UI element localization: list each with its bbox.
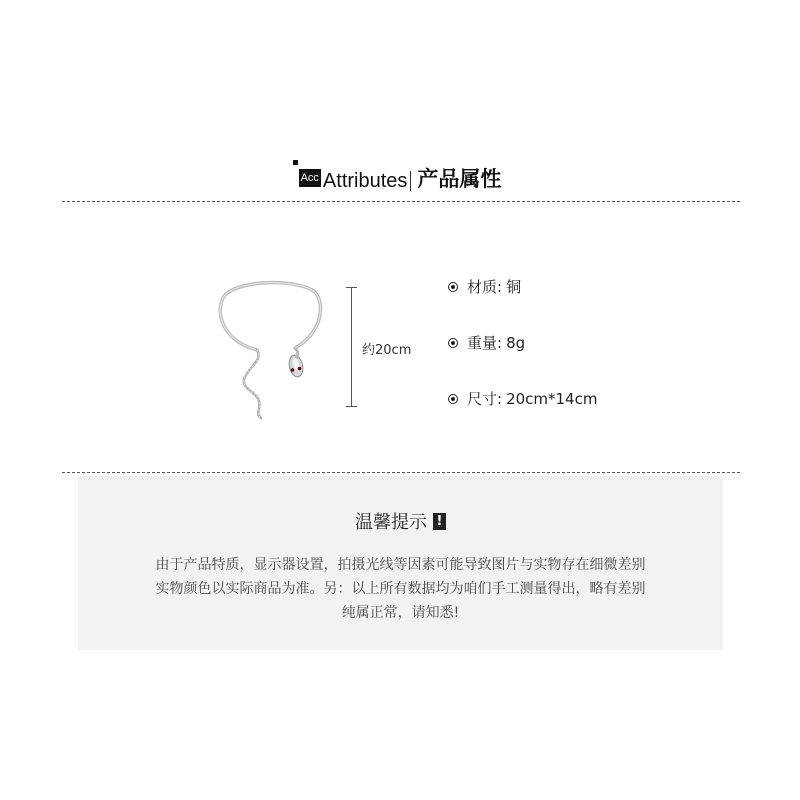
snake-necklace-illustration	[205, 278, 335, 423]
title-dot	[293, 160, 298, 165]
top-dashed-divider	[62, 201, 740, 202]
bullet-icon	[448, 394, 458, 404]
acc-badge: Acc	[299, 169, 321, 187]
attribute-value: 8g	[506, 333, 526, 352]
notice-line: 纯属正常，请知悉!	[341, 605, 460, 621]
notice-text	[78, 553, 723, 625]
notice-box	[78, 476, 723, 650]
dimension-cap-top	[346, 287, 357, 288]
notice-line: 实物颜色以实际商品为准。另：以上所有数据均为咱们手工测量得出，略有差别	[155, 581, 646, 597]
bottom-dashed-divider	[62, 472, 740, 473]
attribute-material	[448, 276, 521, 297]
attribute-value: 铜	[506, 278, 522, 296]
notice-title	[78, 508, 723, 534]
exclamation-icon: !	[433, 513, 446, 530]
section-header	[0, 160, 800, 196]
bullet-icon	[448, 338, 458, 348]
attribute-size	[448, 388, 597, 409]
notice-title-text: 温馨提示	[355, 512, 427, 533]
attribute-weight	[448, 332, 525, 353]
bullet-icon	[448, 282, 458, 292]
attribute-label: 材质:	[467, 278, 503, 296]
dimension-cap-bottom	[346, 406, 357, 407]
title-divider	[410, 171, 411, 191]
notice-line: 由于产品特质，显示器设置，拍摄光线等因素可能导致图片与实物存在细微差别	[155, 557, 646, 573]
section-title	[299, 163, 502, 193]
product-image	[205, 278, 335, 423]
dimension-label: 约20cm	[362, 339, 411, 358]
title-english: Attributes	[322, 170, 408, 192]
dimension-line	[351, 287, 352, 407]
attribute-label: 重量:	[467, 334, 503, 352]
attribute-label: 尺寸:	[467, 390, 503, 408]
attribute-value: 20cm*14cm	[506, 389, 598, 408]
title-chinese: 产品属性	[417, 167, 502, 191]
